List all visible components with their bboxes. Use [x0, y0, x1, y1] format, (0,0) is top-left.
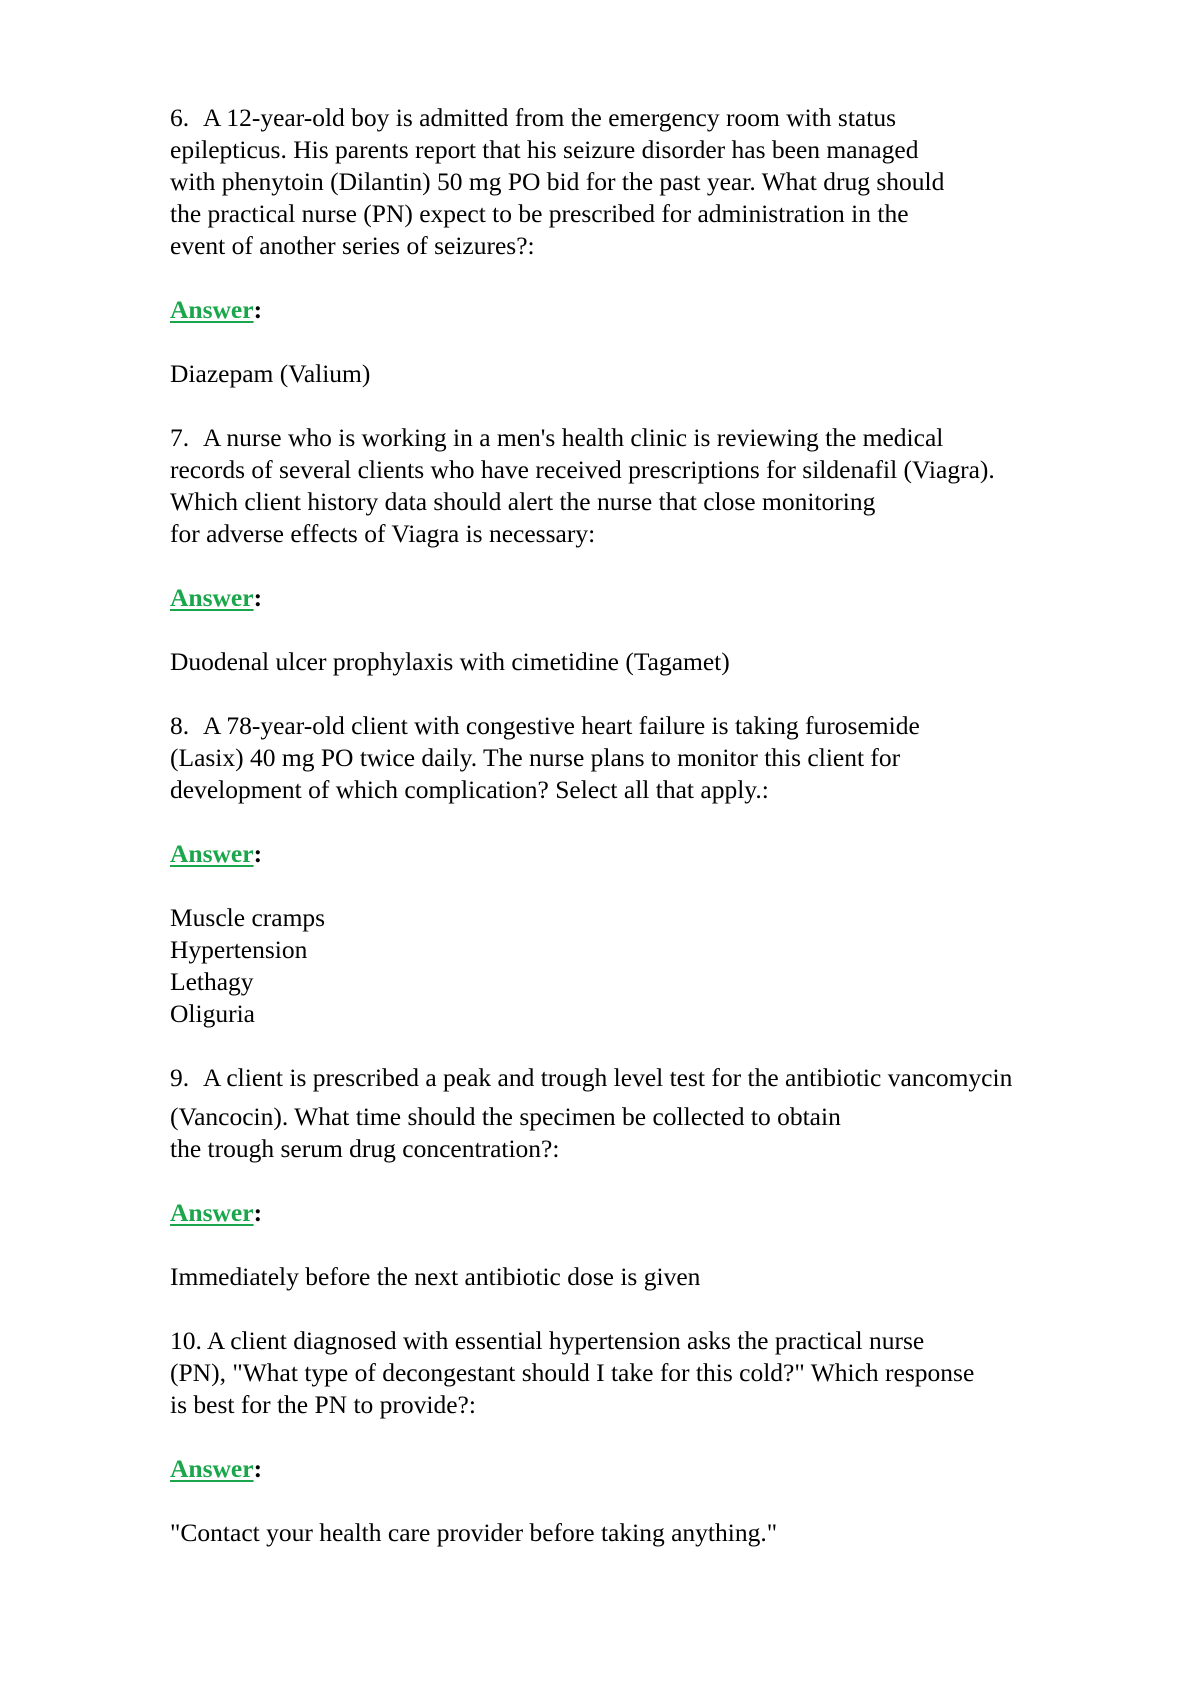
answer-line: Hypertension [170, 935, 308, 964]
answer-label: Answer [170, 295, 254, 324]
question-line: (PN), "What type of decongestant should I take for this cold?" Which response [170, 1358, 975, 1387]
answer-label: Answer [170, 839, 254, 868]
question-text [170, 1325, 1150, 1421]
answer-heading [170, 294, 1150, 326]
question-number: 7. [170, 423, 190, 452]
question-line: A client diagnosed with essential hypertension asks the practical nurse [206, 1326, 925, 1355]
question-line: A 12-year-old boy is admitted from the emergency room with status [202, 103, 897, 132]
question-text [170, 422, 1150, 550]
question-number: 6. [170, 103, 190, 132]
answer-line: Immediately before the next antibiotic dose is given [170, 1262, 701, 1291]
question-line: is best for the PN to provide?: [170, 1390, 476, 1419]
question-line: A client is prescribed a peak and trough level test for the antibiotic vancomycin [202, 1063, 1013, 1092]
answer-line: Diazepam (Valium) [170, 359, 371, 388]
answer-heading [170, 1197, 1150, 1229]
question-line: the practical nurse (PN) expect to be prescribed for administration in the [170, 199, 909, 228]
answer-line: Lethagy [170, 967, 254, 996]
answer-colon: : [253, 295, 263, 324]
document-page [170, 102, 1150, 1581]
answer-text [170, 358, 1150, 390]
question-line: the trough serum drug concentration?: [170, 1134, 560, 1163]
answer-colon: : [253, 1198, 263, 1227]
answer-line: Duodenal ulcer prophylaxis with cimetidine (Tagamet) [170, 647, 730, 676]
answer-line: Muscle cramps [170, 903, 326, 932]
question-block-7 [170, 422, 1150, 678]
question-line: with phenytoin (Dilantin) 50 mg PO bid for the past year. What drug should [170, 167, 945, 196]
answer-text [170, 902, 1150, 1030]
answer-colon: : [253, 583, 263, 612]
answer-label: Answer [170, 1198, 254, 1227]
answer-label: Answer [170, 583, 254, 612]
answer-text [170, 1517, 1150, 1549]
question-line: (Vancocin). What time should the specimen be collected to obtain [170, 1102, 841, 1131]
question-block-10 [170, 1325, 1150, 1549]
question-line: epilepticus. His parents report that his seizure disorder has been managed [170, 135, 919, 164]
answer-line: "Contact your health care provider before taking anything." [170, 1518, 778, 1547]
question-block-9 [170, 1062, 1150, 1293]
answer-colon: : [253, 839, 263, 868]
question-line: (Lasix) 40 mg PO twice daily. The nurse plans to monitor this client for [170, 743, 901, 772]
question-line: Which client history data should alert the nurse that close monitoring [170, 487, 876, 516]
question-line: A 78-year-old client with congestive heart failure is taking furosemide [202, 711, 920, 740]
question-line: development of which complication? Select all that apply.: [170, 775, 769, 804]
answer-text [170, 646, 1150, 678]
answer-line: Oliguria [170, 999, 255, 1028]
question-line: for adverse effects of Viagra is necessary: [170, 519, 596, 548]
question-number: 9. [170, 1063, 190, 1092]
answer-heading [170, 1453, 1150, 1485]
answer-label: Answer [170, 1454, 254, 1483]
question-number: 8. [170, 711, 190, 740]
question-line: records of several clients who have received prescriptions for sildenafil (Viagra). [170, 455, 995, 484]
answer-heading [170, 838, 1150, 870]
question-block-6 [170, 102, 1150, 390]
question-line: A nurse who is working in a men's health clinic is reviewing the medical [202, 423, 944, 452]
question-text [170, 1062, 1150, 1165]
answer-text [170, 1261, 1150, 1293]
question-text [170, 710, 1150, 806]
answer-heading [170, 582, 1150, 614]
question-text [170, 102, 1150, 262]
question-line: event of another series of seizures?: [170, 231, 535, 260]
question-number: 10. [170, 1326, 202, 1355]
question-block-8 [170, 710, 1150, 1030]
answer-colon: : [253, 1454, 263, 1483]
